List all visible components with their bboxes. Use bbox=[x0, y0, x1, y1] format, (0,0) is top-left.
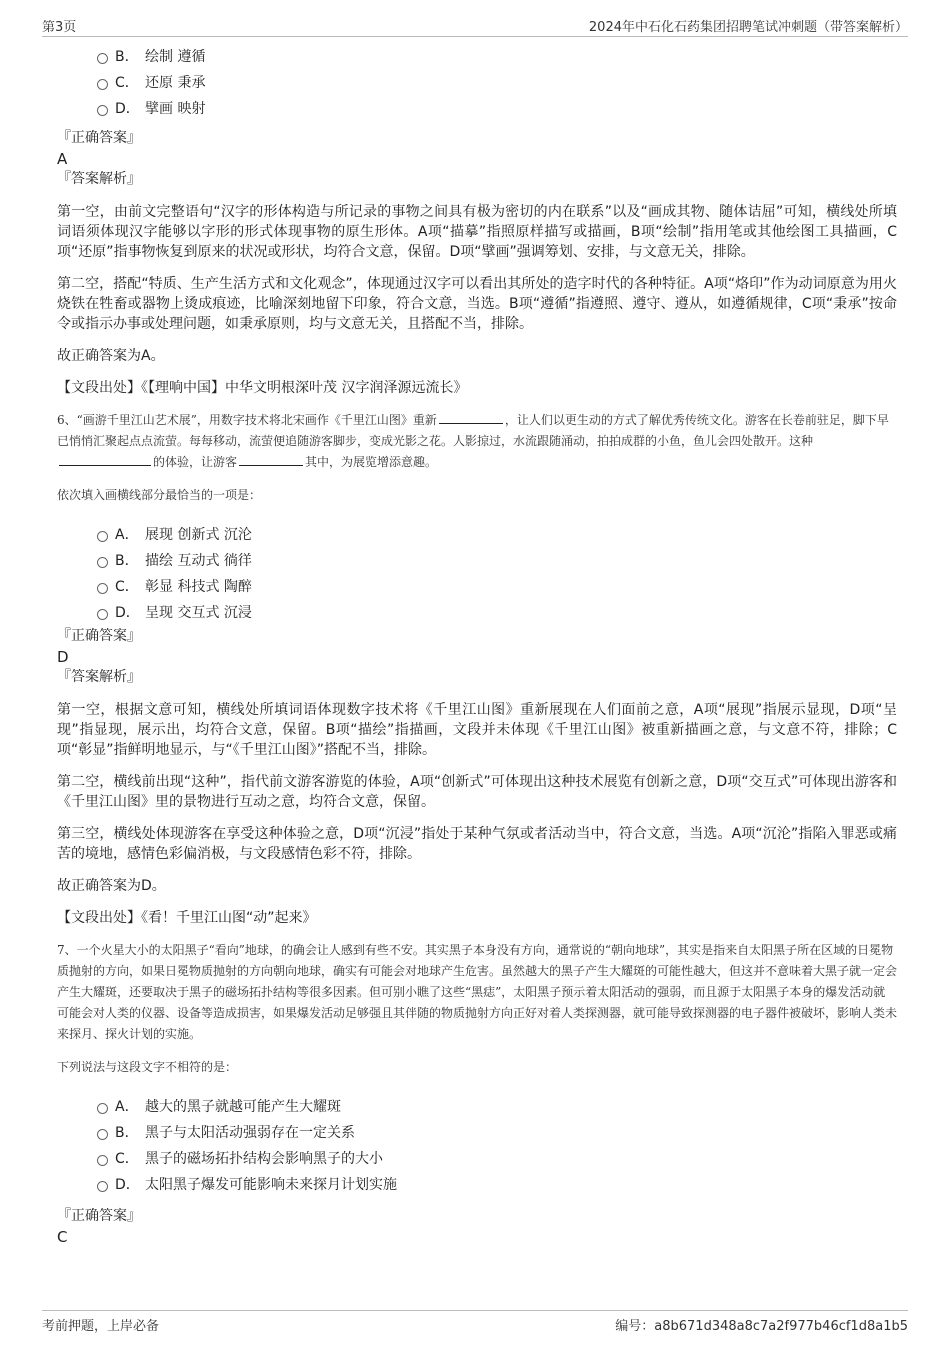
option-text: 太阳黑子爆发可能影响未来探月计划实施 bbox=[145, 1177, 397, 1193]
q7-stem: 7、一个火星大小的太阳黑子“看向”地球，的确会让人感到有些不安。其实黑子本身没有方向，通常说的“朝向地球”，其实是指来自太阳黑子所在区域的日冕物质抛射的方向，如果日冕物质抛射的方向朝向地球，确实有可能会对地球产生危害。虽然越大的黑子产生大耀斑的可能性越大，但这并不意味着大黑子就一定会产生大耀斑，还要取决于黑子的磁场拓扑结构等很多因素。但可别小瞧了这些“黑痣”，太阳黑子预示着太阳活动的强弱，而且源于太阳黑子本身的爆发活动就可能会对人类的仪器、设备等造成损害，如果爆发活动足够强且其伴随的物质抛射方向正好对着人类探测器，就可能导致探测器的电子器件被破坏，影响人类未来探月、探火计划的实施。 bbox=[57, 943, 898, 1041]
radio-icon[interactable] bbox=[97, 1129, 108, 1140]
option-letter: D． bbox=[115, 1177, 140, 1193]
answer-value: A bbox=[57, 150, 68, 168]
option-letter: C． bbox=[115, 1151, 139, 1167]
analysis-paragraph: 第二空，搭配“特质、生产生活方式和文化观念”，体现通过汉字可以看出其所处的造字时代的各种特征。A项“烙印”作为动词原意为用火烧铁在牲畜或器物上烫成痕迹，比喻深刻地留下印象，符合文意，当选。B项“遵循”指遵照、遵守、遵从，如遵循规律，C项“秉承”按命令或指示办事或处理问题，如秉承原则，均与文意无关，且搭配不当，排除。 bbox=[57, 276, 897, 332]
answer-value: C bbox=[57, 1228, 68, 1246]
radio-icon[interactable] bbox=[97, 79, 108, 90]
radio-icon[interactable] bbox=[97, 105, 108, 116]
q5-option-b[interactable] bbox=[57, 44, 897, 70]
source-citation: 【文段出处】《【理响中国】中华文明根深叶茂 汉字润泽源远流长》 bbox=[57, 380, 468, 396]
page-content bbox=[57, 44, 897, 1247]
option-letter: C． bbox=[115, 75, 139, 91]
q5-option-c[interactable] bbox=[57, 70, 897, 96]
q5-options bbox=[57, 44, 897, 122]
option-text: 展现 创新式 沉沦 bbox=[145, 527, 252, 543]
option-text: 描绘 互动式 徜徉 bbox=[145, 553, 252, 569]
document-code bbox=[615, 1315, 908, 1334]
answer-label: 『正确答案』 bbox=[57, 628, 141, 644]
q5-option-d[interactable] bbox=[57, 96, 897, 122]
analysis-label: 『答案解析』 bbox=[57, 669, 141, 685]
answer-label: 『正确答案』 bbox=[57, 130, 141, 146]
option-text: 擘画 映射 bbox=[145, 101, 206, 117]
radio-icon[interactable] bbox=[97, 53, 108, 64]
q6-instruction: 依次填入画横线部分最恰当的一项是： bbox=[57, 488, 262, 502]
analysis-label: 『答案解析』 bbox=[57, 171, 141, 187]
option-text: 黑子与太阳活动强弱存在一定关系 bbox=[145, 1125, 355, 1141]
source-citation: 【文段出处】《看！千里江山图“动”起来》 bbox=[57, 910, 317, 926]
option-letter: D． bbox=[115, 101, 140, 117]
q7-options bbox=[57, 1094, 897, 1198]
option-letter: A． bbox=[115, 527, 139, 543]
footer-slogan: 考前押题，上岸必备 bbox=[42, 1319, 160, 1334]
page-footer bbox=[42, 1310, 908, 1335]
option-letter: A． bbox=[115, 1099, 139, 1115]
q6-option-a[interactable] bbox=[57, 522, 897, 548]
radio-icon[interactable] bbox=[97, 609, 108, 620]
page-number: 第3页 bbox=[42, 20, 77, 35]
answer-label: 『正确答案』 bbox=[57, 1208, 141, 1224]
option-text: 绘制 遵循 bbox=[145, 49, 206, 65]
code-label: 编号： bbox=[615, 1319, 655, 1334]
radio-icon[interactable] bbox=[97, 1181, 108, 1192]
option-text: 彰显 科技式 陶醉 bbox=[145, 579, 252, 595]
q7-option-a[interactable] bbox=[57, 1094, 897, 1120]
q6-stem: 6、“画游千里江山艺术展”，用数字技术将北宋画作《千里江山图》重新 ，让人们以更生动的方式了解优秀传统文化。游客在长卷前驻足，脚下早已悄悄汇聚起点点流萤。每每移动，流萤便追随游客脚步，变成光影之花。人影掠过，水流跟随涌动，拍拍成群的小鱼，鱼儿会四处散开。这种的体验，让游客 其中，为展览增添意趣。 bbox=[57, 413, 889, 469]
q6-options bbox=[57, 522, 897, 626]
analysis-paragraph: 第一空，由前文完整语句“汉字的形体构造与所记录的事物之间具有极为密切的内在联系”以及“画成其物、随体诘屈”可知，横线处所填词语须体现汉字能够以字形的形式体现事物的原生形体。A项“描摹”指照原样描写或描画，B项“绘制”指用笔或其他绘图工具描画，C项“还原”指事物恢复到原来的状况或形状，均符合文意，保留。D项“擘画”强调筹划、安排，与文意无关，排除。 bbox=[57, 204, 897, 260]
option-letter: D． bbox=[115, 605, 140, 621]
radio-icon[interactable] bbox=[97, 583, 108, 594]
option-text: 黑子的磁场拓扑结构会影响黑子的大小 bbox=[145, 1151, 383, 1167]
option-letter: B． bbox=[115, 49, 139, 65]
q7-option-c[interactable] bbox=[57, 1146, 897, 1172]
option-letter: B． bbox=[115, 1125, 139, 1141]
analysis-paragraph: 第三空，横线处体现游客在享受这种体验之意，D项“沉浸”指处于某种气氛或者活动当中，符合文意，当选。A项“沉沦”指陷入罪恶或痛苦的境地，感情色彩偏消极，与文段感情色彩不符，排除。 bbox=[57, 826, 897, 862]
q6-option-c[interactable] bbox=[57, 574, 897, 600]
q6-option-d[interactable] bbox=[57, 600, 897, 626]
option-text: 还原 秉承 bbox=[145, 75, 206, 91]
q7-option-b[interactable] bbox=[57, 1120, 897, 1146]
analysis-conclusion: 故正确答案为A。 bbox=[57, 348, 165, 364]
q6-option-b[interactable] bbox=[57, 548, 897, 574]
option-text: 越大的黑子就越可能产生大耀斑 bbox=[145, 1099, 341, 1115]
analysis-paragraph: 第一空，根据文意可知，横线处所填词语体现数字技术将《千里江山图》重新展现在人们面前之意，A项“展现”指展示显现，D项“呈现”指显现，展示出，均符合文意，保留。B项“描绘”指描画，文段并未体现《千里江山图》被重新描画之意，与文意不符，排除；C项“彰显”指鲜明地显示，与“《千里江山图》”搭配不当，排除。 bbox=[57, 702, 897, 758]
document-title: 2024年中石化石药集团招聘笔试冲刺题（带答案解析） bbox=[588, 20, 908, 35]
radio-icon[interactable] bbox=[97, 1103, 108, 1114]
radio-icon[interactable] bbox=[97, 1155, 108, 1166]
option-letter: C． bbox=[115, 579, 139, 595]
option-text: 呈现 交互式 沉浸 bbox=[145, 605, 252, 621]
analysis-paragraph: 第二空，横线前出现“这种”，指代前文游客游览的体验，A项“创新式”可体现出这种技术展览有创新之意，D项“交互式”可体现出游客和《千里江山图》里的景物进行互动之意，均符合文意，保留。 bbox=[57, 774, 897, 810]
q7-option-d[interactable] bbox=[57, 1172, 897, 1198]
option-letter: B． bbox=[115, 553, 139, 569]
radio-icon[interactable] bbox=[97, 557, 108, 568]
code-value: a8b671d348a8c7a2f977b46cf1d8a1b5 bbox=[654, 1319, 908, 1334]
analysis-conclusion: 故正确答案为D。 bbox=[57, 878, 166, 894]
answer-value: D bbox=[57, 648, 69, 666]
page-header bbox=[42, 14, 908, 37]
radio-icon[interactable] bbox=[97, 531, 108, 542]
q7-instruction: 下列说法与这段文字不相符的是： bbox=[57, 1060, 238, 1074]
